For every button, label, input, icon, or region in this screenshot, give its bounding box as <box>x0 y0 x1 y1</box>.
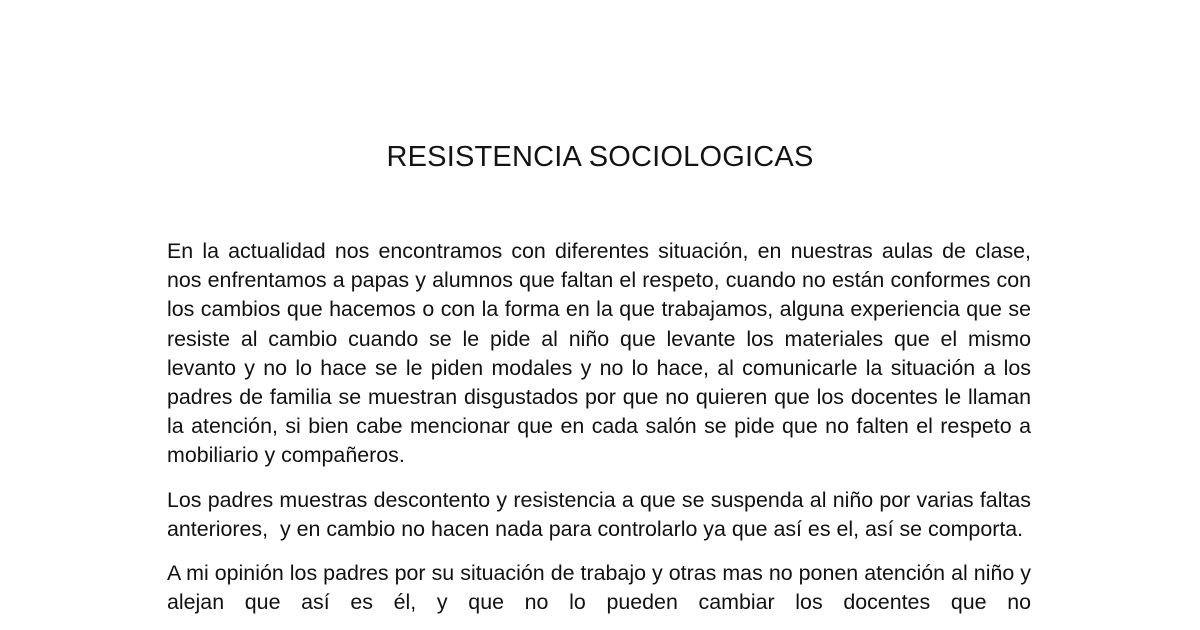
document-body <box>167 237 1037 617</box>
paragraph-3: A mi opinión los padres por su situación de trabajo y otras mas no ponen atención al niño y alejan que así es él, y que no lo pueden cambiar los docentes que no <box>167 561 1031 615</box>
paragraph-1: En la actualidad nos encontramos con diferentes situación, en nuestras aulas de clase, nos enfrentamos a papas y alumnos que faltan el respeto, cuando no están conformes con los cambios que hacemos o con la forma en la que trabajamos, alguna experiencia que se resiste al cambio cuando se le pide al niño que levante los materiales que el mismo levanto y no lo hace se le piden modales y no lo hace, al comunicarle la situación a los padres de familia se muestran disgustados por que no quieren que los docentes le llaman la atención, si bien cabe mencionar que en cada salón se pide que no falten el respeto a mobiliario y compañeros. <box>167 239 1037 468</box>
document-title: RESISTENCIA SOCIOLOGICAS <box>386 141 814 173</box>
paragraph-2: Los padres muestras descontento y resistencia a que se suspenda al niño por varias faltas anteriores, y en cambio no hacen nada para controlarlo ya que así es el, así se comporta. <box>167 487 1037 541</box>
